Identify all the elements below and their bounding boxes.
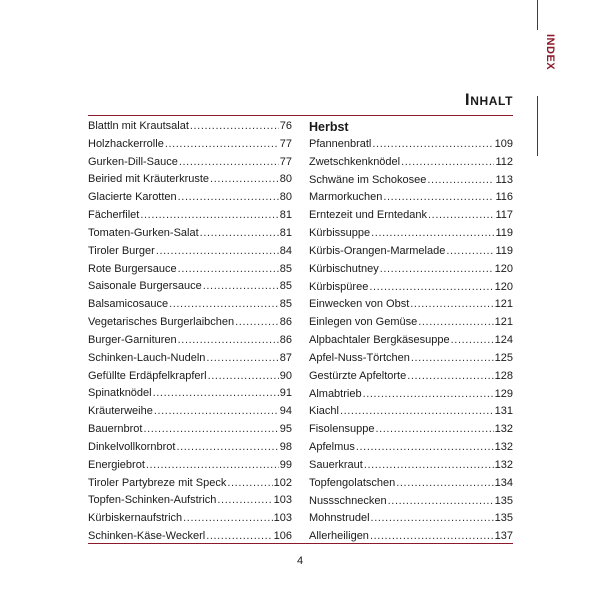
toc-entry-title: Einlegen von Gemüse bbox=[309, 316, 418, 329]
dot-leader bbox=[407, 368, 493, 386]
toc-entry[interactable] bbox=[309, 350, 513, 368]
dot-leader bbox=[411, 350, 494, 368]
toc-entry[interactable] bbox=[88, 225, 292, 243]
toc-entry-page: 124 bbox=[494, 334, 513, 347]
toc-entry-page: 121 bbox=[494, 298, 513, 311]
toc-entry-page: 84 bbox=[279, 244, 292, 257]
dot-leader bbox=[179, 154, 279, 172]
toc-entry-title: Einwecken von Obst bbox=[309, 298, 410, 311]
footer-divider bbox=[88, 543, 513, 544]
toc-entry[interactable] bbox=[88, 350, 292, 368]
toc-entry-page: 103 bbox=[273, 512, 292, 525]
toc-right-column bbox=[309, 118, 513, 546]
toc-entry-page: 85 bbox=[279, 280, 292, 293]
toc-entry-page: 77 bbox=[279, 155, 292, 168]
toc-entry[interactable] bbox=[309, 207, 513, 225]
toc-entry[interactable] bbox=[88, 457, 292, 475]
toc-entry-title: Gefüllte Erdäpfelkrapferl bbox=[88, 369, 207, 382]
dot-leader bbox=[140, 207, 278, 225]
toc-entry-title: Schwäne im Schokosee bbox=[309, 173, 427, 186]
dot-leader bbox=[146, 457, 279, 475]
toc-entry-page: 77 bbox=[279, 137, 292, 150]
dot-leader bbox=[165, 136, 279, 154]
dot-leader bbox=[446, 243, 494, 261]
toc-entry[interactable] bbox=[88, 171, 292, 189]
toc-entry-page: 137 bbox=[494, 530, 513, 543]
toc-entry[interactable] bbox=[88, 403, 292, 421]
toc-entry[interactable] bbox=[88, 154, 292, 172]
side-tab-label: INDEX bbox=[544, 34, 556, 71]
toc-entry[interactable] bbox=[88, 421, 292, 439]
section-heading-herbst: Herbst bbox=[309, 120, 349, 134]
toc-entry-page: 119 bbox=[495, 244, 513, 257]
toc-entry[interactable] bbox=[88, 332, 292, 350]
toc-entry-title: Fächerfilet bbox=[88, 209, 140, 222]
toc-entry-title: Kürbis-Orangen-Marmelade bbox=[309, 244, 446, 257]
toc-entry[interactable] bbox=[309, 172, 513, 190]
toc-entry[interactable] bbox=[309, 421, 513, 439]
dot-leader bbox=[363, 386, 494, 404]
toc-entry-page: 81 bbox=[279, 226, 292, 239]
toc-entry-title: Topfen-Schinken-Aufstrich bbox=[88, 494, 217, 507]
dot-leader bbox=[206, 350, 278, 368]
toc-entry-title: Allerheiligen bbox=[309, 530, 369, 543]
dot-leader bbox=[401, 154, 494, 172]
toc-entry-page: 134 bbox=[494, 476, 513, 489]
toc-entry-page: 85 bbox=[279, 262, 292, 275]
toc-entry-title: Alpbachtaler Bergkäsesuppe bbox=[309, 334, 450, 347]
toc-entry-page: 119 bbox=[495, 227, 513, 240]
toc-entry-title: Kürbiskernaufstrich bbox=[88, 512, 183, 525]
dot-leader bbox=[176, 439, 278, 457]
dot-leader bbox=[217, 492, 272, 510]
toc-left-column bbox=[88, 118, 292, 546]
toc-entry-title: Tiroler Partybreze mit Speck bbox=[88, 476, 227, 489]
toc-entry-title: Zwetschkenknödel bbox=[309, 155, 401, 168]
toc-entry-page: 81 bbox=[279, 209, 292, 222]
dot-leader bbox=[178, 189, 279, 207]
toc-entry[interactable] bbox=[309, 386, 513, 404]
header-divider bbox=[88, 115, 513, 116]
dot-leader bbox=[372, 136, 493, 154]
toc-entry[interactable] bbox=[88, 261, 292, 279]
toc-entry-title: Kräuterweihe bbox=[88, 405, 153, 418]
dot-leader bbox=[235, 314, 279, 332]
toc-entry-title: Gestürzte Apfeltorte bbox=[309, 369, 407, 382]
toc-entry-title: Bauernbrot bbox=[88, 423, 143, 436]
toc-entry[interactable] bbox=[88, 278, 292, 296]
toc-entry-page: 128 bbox=[494, 369, 513, 382]
toc-entry-page: 103 bbox=[273, 494, 292, 507]
dot-leader bbox=[154, 403, 279, 421]
toc-entry-title: Kürbischutney bbox=[309, 262, 379, 275]
toc-entry-title: Marmorkuchen bbox=[309, 191, 383, 204]
toc-entry[interactable] bbox=[309, 279, 513, 297]
dot-leader bbox=[364, 457, 494, 475]
toc-entry[interactable] bbox=[88, 243, 292, 261]
toc-entry[interactable] bbox=[88, 296, 292, 314]
page-number: 4 bbox=[296, 555, 304, 567]
toc-entry-page: 87 bbox=[279, 351, 292, 364]
dot-leader bbox=[380, 261, 494, 279]
dot-leader bbox=[383, 189, 494, 207]
toc-entry-title: Burger-Garnituren bbox=[88, 333, 177, 346]
toc-entry-page: 95 bbox=[279, 423, 292, 436]
toc-entry-title: Nussschnecken bbox=[309, 494, 387, 507]
toc-entry-page: 129 bbox=[494, 387, 513, 400]
toc-entry-title: Apfelmus bbox=[309, 441, 355, 454]
toc-entry-title: Tomaten-Gurken-Salat bbox=[88, 226, 199, 239]
dot-leader bbox=[427, 172, 494, 190]
dot-leader bbox=[356, 439, 494, 457]
toc-entry[interactable] bbox=[88, 385, 292, 403]
toc-entry-page: 109 bbox=[494, 138, 513, 150]
toc-entry[interactable] bbox=[88, 189, 292, 207]
dot-leader bbox=[183, 510, 272, 528]
toc-entry-title: Almabtrieb bbox=[309, 387, 362, 400]
toc-entry-title: Pfannenbratl bbox=[309, 138, 372, 150]
toc-entry-page: 132 bbox=[494, 441, 513, 454]
toc-entry-page: 80 bbox=[279, 191, 292, 204]
toc-entry[interactable] bbox=[309, 510, 513, 528]
toc-entry[interactable] bbox=[88, 492, 292, 510]
dot-leader bbox=[208, 368, 279, 386]
page-title: Inhalt bbox=[464, 90, 513, 109]
toc-entry-title: Glacierte Karotten bbox=[88, 191, 177, 204]
toc-entry[interactable] bbox=[88, 314, 292, 332]
dot-leader bbox=[428, 207, 494, 225]
toc-entry[interactable] bbox=[309, 243, 513, 261]
toc-entry-page: 131 bbox=[494, 405, 513, 418]
dot-leader bbox=[178, 332, 279, 350]
toc-entry-page: 86 bbox=[279, 316, 292, 329]
toc-entry[interactable] bbox=[309, 136, 513, 154]
dot-leader bbox=[190, 118, 279, 136]
toc-entry-page: 135 bbox=[494, 494, 513, 507]
toc-entry-page: 121 bbox=[494, 316, 513, 329]
dot-leader bbox=[396, 475, 493, 493]
toc-entry-page: 98 bbox=[279, 440, 292, 453]
toc-entry-page: 76 bbox=[279, 120, 292, 132]
toc-entry-page: 86 bbox=[279, 333, 292, 346]
toc-entry-page: 117 bbox=[495, 209, 513, 222]
toc-entry[interactable] bbox=[88, 136, 292, 154]
toc-entry[interactable] bbox=[309, 493, 513, 511]
toc-entry-page: 135 bbox=[494, 512, 513, 525]
toc-entry-page: 120 bbox=[494, 262, 513, 275]
dot-leader bbox=[203, 278, 279, 296]
toc-entry-page: 112 bbox=[495, 155, 513, 168]
toc-entry-title: Gurken-Dill-Sauce bbox=[88, 155, 178, 168]
toc-entry-title: Apfel-Nuss-Törtchen bbox=[309, 351, 410, 364]
toc-entry-title: Dinkelvollkornbrot bbox=[88, 440, 176, 453]
toc-entry-title: Sauerkraut bbox=[309, 458, 363, 471]
toc-entry-page: 85 bbox=[279, 298, 292, 311]
toc-entry[interactable] bbox=[88, 510, 292, 528]
toc-entry-title: Schinken-Käse-Weckerl bbox=[88, 530, 206, 543]
toc-entry[interactable] bbox=[309, 261, 513, 279]
dot-leader bbox=[156, 243, 279, 261]
toc-entry[interactable] bbox=[309, 332, 513, 350]
toc-entry-title: Holzhackerrolle bbox=[88, 137, 164, 150]
dot-leader bbox=[143, 421, 278, 439]
dot-leader bbox=[210, 171, 279, 189]
dot-leader bbox=[375, 421, 493, 439]
toc-entry-title: Topfengolatschen bbox=[309, 476, 396, 489]
toc-entry-title: Fisolensuppe bbox=[309, 423, 375, 436]
side-tab-rule-top bbox=[537, 0, 538, 30]
toc-entry[interactable] bbox=[309, 457, 513, 475]
toc-entry-page: 94 bbox=[279, 405, 292, 418]
dot-leader bbox=[369, 279, 493, 297]
toc-entry-page: 102 bbox=[273, 476, 292, 489]
toc-entry-page: 90 bbox=[279, 369, 292, 382]
toc-entry-page: 99 bbox=[279, 458, 292, 471]
dot-leader bbox=[451, 332, 494, 350]
toc-entry[interactable] bbox=[309, 189, 513, 207]
dot-leader bbox=[388, 493, 494, 511]
toc-entry-title: Tiroler Burger bbox=[88, 244, 155, 257]
side-tab-rule-bottom bbox=[537, 96, 538, 156]
toc-entry[interactable] bbox=[309, 225, 513, 243]
toc-entry[interactable] bbox=[309, 439, 513, 457]
toc-entry-page: 125 bbox=[494, 351, 513, 364]
toc-entry-title: Beiried mit Kräuterkruste bbox=[88, 173, 210, 186]
dot-leader bbox=[418, 314, 493, 332]
toc-entry[interactable] bbox=[309, 314, 513, 332]
dot-leader bbox=[410, 296, 493, 314]
toc-entry-title: Kürbissuppe bbox=[309, 227, 371, 240]
toc-entry-title: Kiachl bbox=[309, 405, 339, 418]
toc-entry-title: Erntezeit und Erntedank bbox=[309, 209, 428, 222]
toc-entry[interactable] bbox=[88, 439, 292, 457]
toc-entry[interactable] bbox=[309, 475, 513, 493]
toc-entry-title: Kürbispüree bbox=[309, 280, 369, 293]
toc-entry-title: Schinken-Lauch-Nudeln bbox=[88, 351, 206, 364]
toc-entry-page: 91 bbox=[279, 387, 292, 400]
toc-entry-page: 116 bbox=[495, 191, 513, 204]
toc-entry[interactable] bbox=[309, 154, 513, 172]
toc-entry-title: Spinatknödel bbox=[88, 387, 152, 400]
toc-entry[interactable] bbox=[88, 368, 292, 386]
toc-entry-title: Energiebrot bbox=[88, 458, 145, 471]
toc-entry[interactable] bbox=[88, 207, 292, 225]
toc-entry-page: 120 bbox=[494, 280, 513, 293]
dot-leader bbox=[371, 510, 494, 528]
toc-entry-page: 132 bbox=[494, 423, 513, 436]
toc-entry[interactable] bbox=[309, 403, 513, 421]
dot-leader bbox=[227, 475, 272, 493]
dot-leader bbox=[200, 225, 279, 243]
toc-entry[interactable] bbox=[88, 118, 292, 136]
toc-entry-page: 106 bbox=[273, 530, 292, 543]
dot-leader bbox=[340, 403, 494, 421]
toc-entry-page: 132 bbox=[494, 458, 513, 471]
toc-entry[interactable] bbox=[309, 296, 513, 314]
toc-entry-page: 80 bbox=[279, 173, 292, 186]
toc-entry-title: Mohnstrudel bbox=[309, 512, 370, 525]
dot-leader bbox=[178, 261, 279, 279]
side-tab[interactable] bbox=[538, 34, 558, 94]
toc-entry[interactable] bbox=[309, 368, 513, 386]
toc-entry-title: Vegetarisches Burgerlaibchen bbox=[88, 316, 235, 329]
toc-entry[interactable] bbox=[88, 475, 292, 493]
toc-entry-title: Rote Burgersauce bbox=[88, 262, 177, 275]
toc-entry-title: Blattln mit Krautsalat bbox=[88, 120, 189, 132]
dot-leader bbox=[153, 385, 279, 403]
toc-entry-page: 113 bbox=[495, 173, 513, 186]
toc-entry-title: Saisonale Burgersauce bbox=[88, 280, 202, 293]
dot-leader bbox=[371, 225, 494, 243]
toc-entry-title: Balsamicosauce bbox=[88, 298, 169, 311]
dot-leader bbox=[169, 296, 279, 314]
